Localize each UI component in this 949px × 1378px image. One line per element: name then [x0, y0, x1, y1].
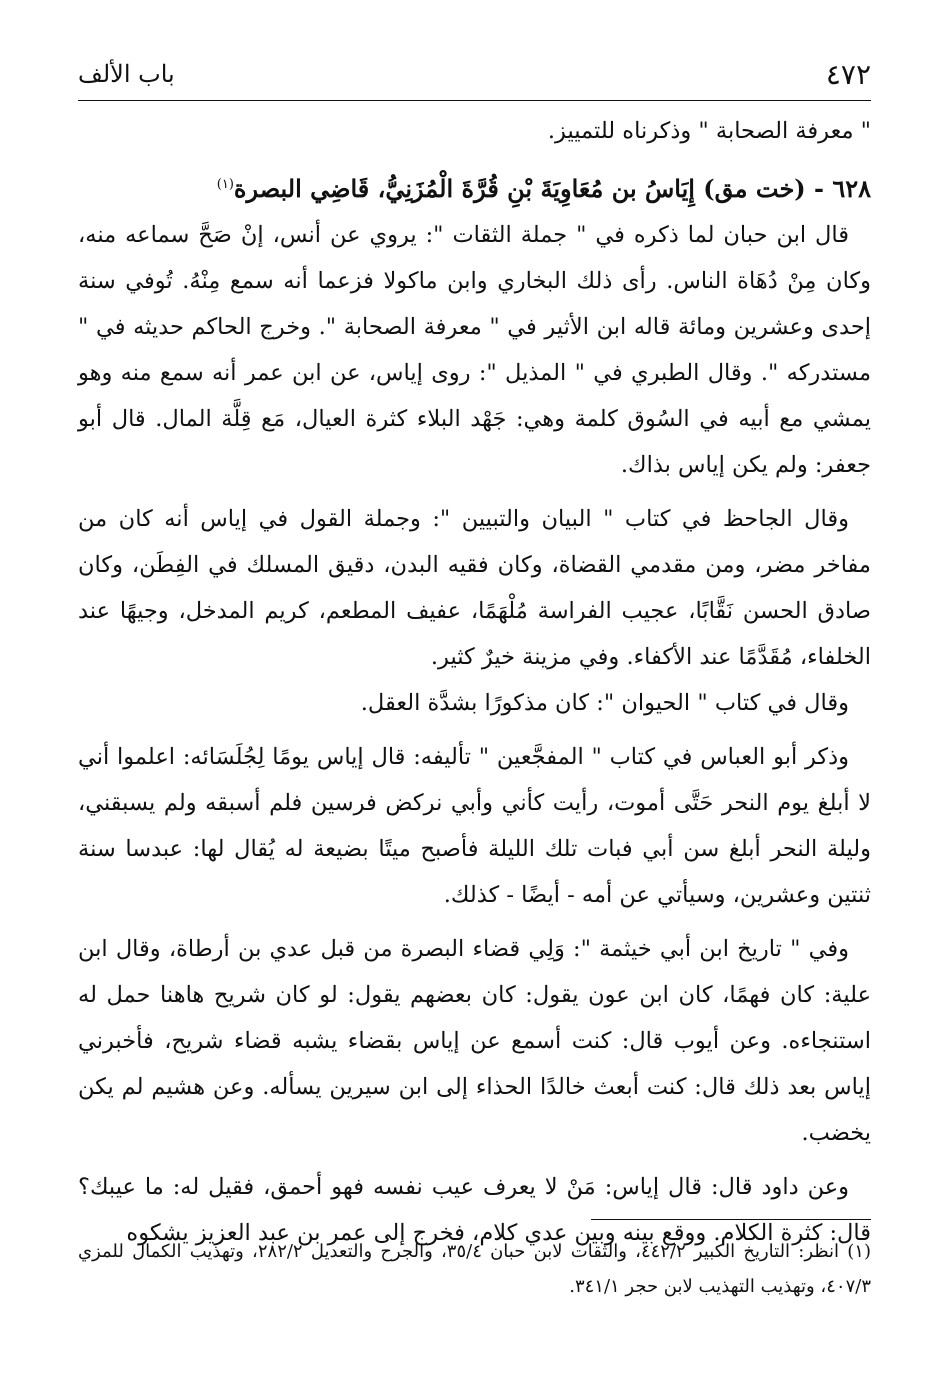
footnote-divider — [591, 1219, 871, 1220]
entry-heading — [78, 162, 871, 212]
paragraph: وذكر أبو العباس في كتاب " المفجَّعين " تأليفه: قال إياس يومًا لِجُلَسَائه: اعلموا أني لا أبلغ يوم النحر حَتَّى أموت، رأيت كأني وأبي نركض فرسين فلم أسبقه ولم يسبقني، وليلة النحر أبلغ سن أبي فبات تلك الليلة فأصبح ميتًا بضيعة له يُقال لها: عبدسا سنة ثنتين وعشرين، وسيأتي عن أمه - أيضًا - كذلك. — [78, 744, 871, 908]
paragraph: وقال في كتاب " الحيوان ": كان مذكورًا بشدَّة العقل. — [360, 690, 849, 716]
paragraph: وعن داود قال: قال إياس: مَنْ لا يعرف عيب نفسه فهو أحمق، فقيل له: ما عيبك؟ قال: كثرة الكلام. ووقع بينه وبين عدي كلام، فخرج إلى عمر بن عبد العزيز يشكوه — [78, 1174, 871, 1246]
footnote: (١) انظر: التاريخ الكبير ٤٤٢/٢، والثقات لابن حبان ٣٥/٤، والجرح والتعديل ٢٨٢/٢، وتهذيب الكمال للمزي ٤٠٧/٣، وتهذيب التهذيب لابن حجر ٣٤١/١. — [78, 1241, 871, 1297]
paragraph: وقال الجاحظ في كتاب " البيان والتبيين ": وجملة القول في إياس أنه كان من مفاخر مضر، ومن مقدمي القضاة، وكان فقيه البدن، دقيق المسلك في الفِطَن، وكان صادق الحسن نَقَّابًا، عجيب الفراسة مُلْهَمًا، عفيف المطعم، كريم المدخل، وجيهًا عند الخلفاء، مُقَدَّمًا عند الأكفاء. وفي مزينة خيرٌ كثير. — [78, 506, 871, 670]
footnotes — [78, 1234, 871, 1304]
running-title: باب الألف — [78, 60, 175, 88]
paragraph: قال ابن حبان لما ذكره في " جملة الثقات ": يروي عن أنس، إنْ صَحَّ سماعه منه، وكان مِنْ دُهَاة الناس. رأى ذلك البخاري وابن ماكولا فزعما أنه سمع مِنْهُ. تُوفي سنة إحدى وعشرين ومائة قاله ابن الأثير في " معرفة الصحابة ". وخرج الحاكم حديثه في " مستدركه ". وقال الطبري في " المذيل ": روى إياس، عن ابن عمر أنه سمع منه وهو يمشي مع أبيه في السُوق كلمة وهي: جَهْد البلاء كثرة العيال، مَع قِلَّة المال. قال أبو جعفر: ولم يكن إياس بذاك. — [78, 222, 871, 478]
main-text — [78, 108, 871, 1256]
page-header — [78, 50, 871, 101]
page-number: ٤٧٢ — [825, 58, 871, 91]
footnote-marker: (١) — [216, 177, 234, 192]
paragraph-continuation: " معرفة الصحابة " وذكرناه للتمييز. — [547, 118, 871, 144]
entry-title-text: ٦٢٨ - (خت مق) إِيَاسُ بن مُعَاوِيَةَ بْنِ قُرَّةَ الْمُزَنِيُّ، قَاضِي البصرة — [233, 174, 871, 203]
paragraph: وفي " تاريخ ابن أبي خيثمة ": وَلِي قضاء البصرة من قبل عدي بن أرطاة، وقال ابن علية: كان فهمًا، كان ابن عون يقول: كان بعضهم يقول: لو كان شريح هاهنا حمل له استنجاءه. وعن أيوب قال: كنت أسمع عن إياس بقضاء يشبه قضاء شريح، فأخبرني إياس بعد ذلك قال: كنت أبعث خالدًا الحذاء إلى ابن سيرين يسأله. وعن هشيم لم يكن يخضب. — [78, 936, 871, 1146]
